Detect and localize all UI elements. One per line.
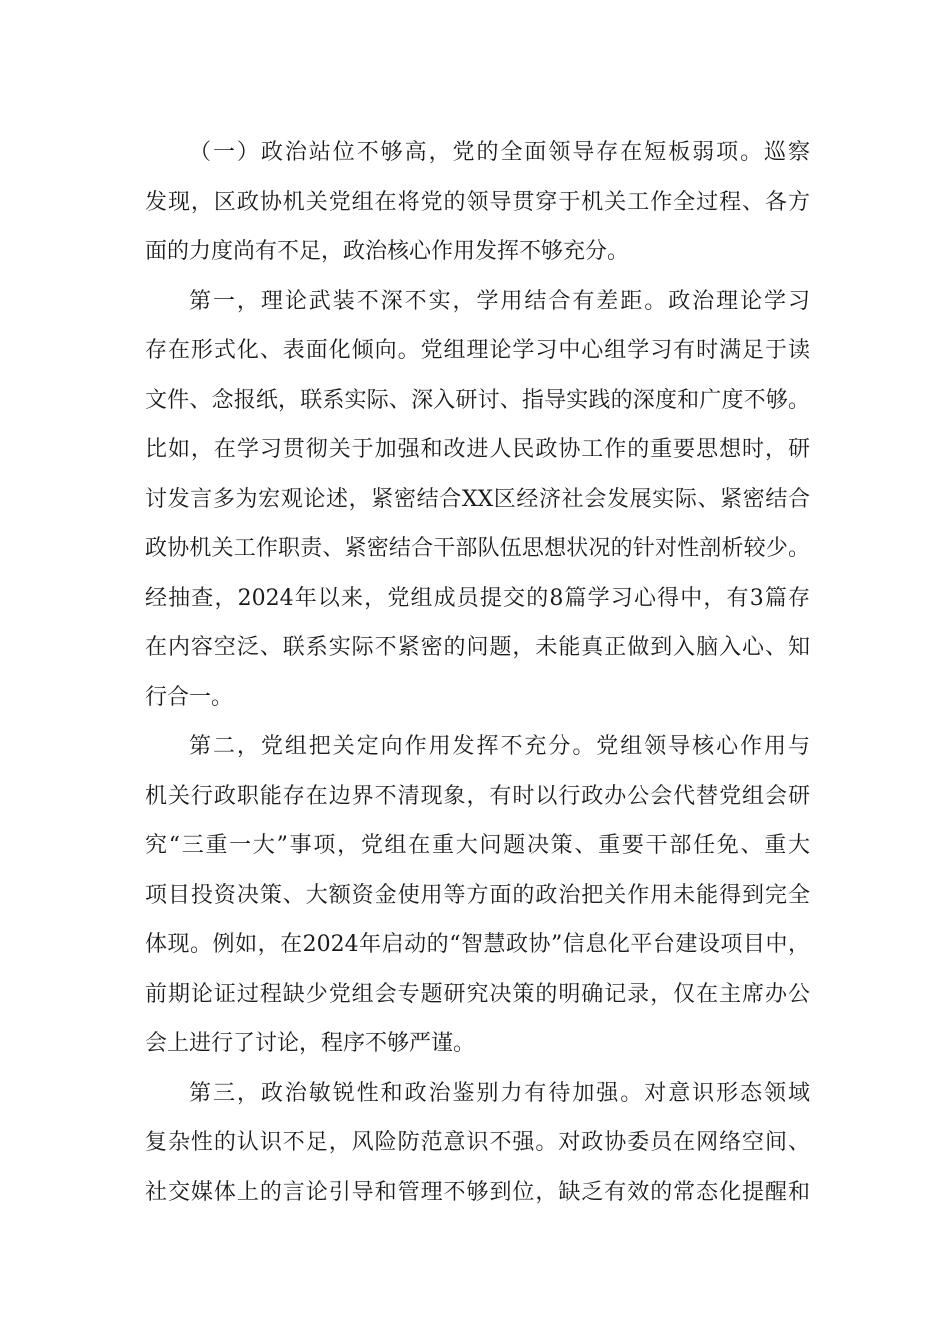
paragraph-line: 会上进行了讨论，程序不够严谨。 (145, 1031, 476, 1056)
paragraph-line: 发现，区政协机关党组在将党的领导贯穿于机关工作全过程、各方 (145, 189, 810, 215)
paragraph-line: 在内容空泛、联系实际不紧密的问题，未能真正做到入脑入心、知 (145, 635, 810, 660)
paragraph-line: 行合一。 (145, 684, 234, 710)
paragraph-line: 面的力度尚有不足，政治核心作用发挥不够充分。 (145, 239, 630, 264)
paragraph-line: 复杂性的认识不足，风险防范意识不强。对政协委员在网络空间、 (145, 1130, 810, 1155)
paragraph (145, 277, 810, 723)
paragraph-line: 第二，党组把关定向作用发挥不充分。党组领导核心作用与 (189, 734, 810, 759)
paragraph-line: 存在形式化、表面化倾向。党组理论学习中心组学习有时满足于读 (145, 338, 810, 363)
paragraph-line: （一）政治站位不够高，党的全面领导存在短板弱项。巡察 (189, 140, 810, 165)
paragraph-line: 究“三重一大”事项，党组在重大问题决策、重要干部任免、重大 (145, 833, 810, 858)
paragraph-line: 文件、念报纸，联系实际、深入研讨、指导实践的深度和广度不够。 (145, 387, 810, 413)
paragraph-line: 机关行政职能存在边界不清现象，有时以行政办公会代替党组会研 (145, 783, 810, 809)
paragraph-line: 体现。例如，在2024年启动的“智慧政协”信息化平台建设项目中， (145, 932, 810, 957)
paragraph-line: 前期论证过程缺少党组会专题研究决策的明确记录，仅在主席办公 (145, 981, 810, 1007)
paragraph-line: 经抽查，2024年以来，党组成员提交的8篇学习心得中，有3篇存 (145, 585, 810, 611)
paragraph-line: 讨发言多为宏观论述，紧密结合XX区经济社会发展实际、紧密结合 (145, 486, 810, 512)
paragraph-line: 社交媒体上的言论引导和管理不够到位，缺乏有效的常态化提醒和 (145, 1179, 810, 1205)
paragraph (145, 1069, 810, 1218)
paragraph-line: 政协机关工作职责、紧密结合干部队伍思想状况的针对性剖析较少。 (145, 536, 810, 561)
paragraph (145, 722, 810, 1069)
paragraph-line: 比如，在学习贯彻关于加强和改进人民政协工作的重要思想时，研 (145, 437, 810, 462)
document-body (145, 128, 810, 1217)
paragraph-line: 第三，政治敏锐性和政治鉴别力有待加强。对意识形态领域 (189, 1080, 810, 1106)
paragraph-line: 项目投资决策、大额资金使用等方面的政治把关作用未能得到完全 (145, 882, 810, 908)
paragraph (145, 128, 810, 277)
paragraph-line: 第一，理论武装不深不实，学用结合有差距。政治理论学习 (189, 288, 810, 314)
